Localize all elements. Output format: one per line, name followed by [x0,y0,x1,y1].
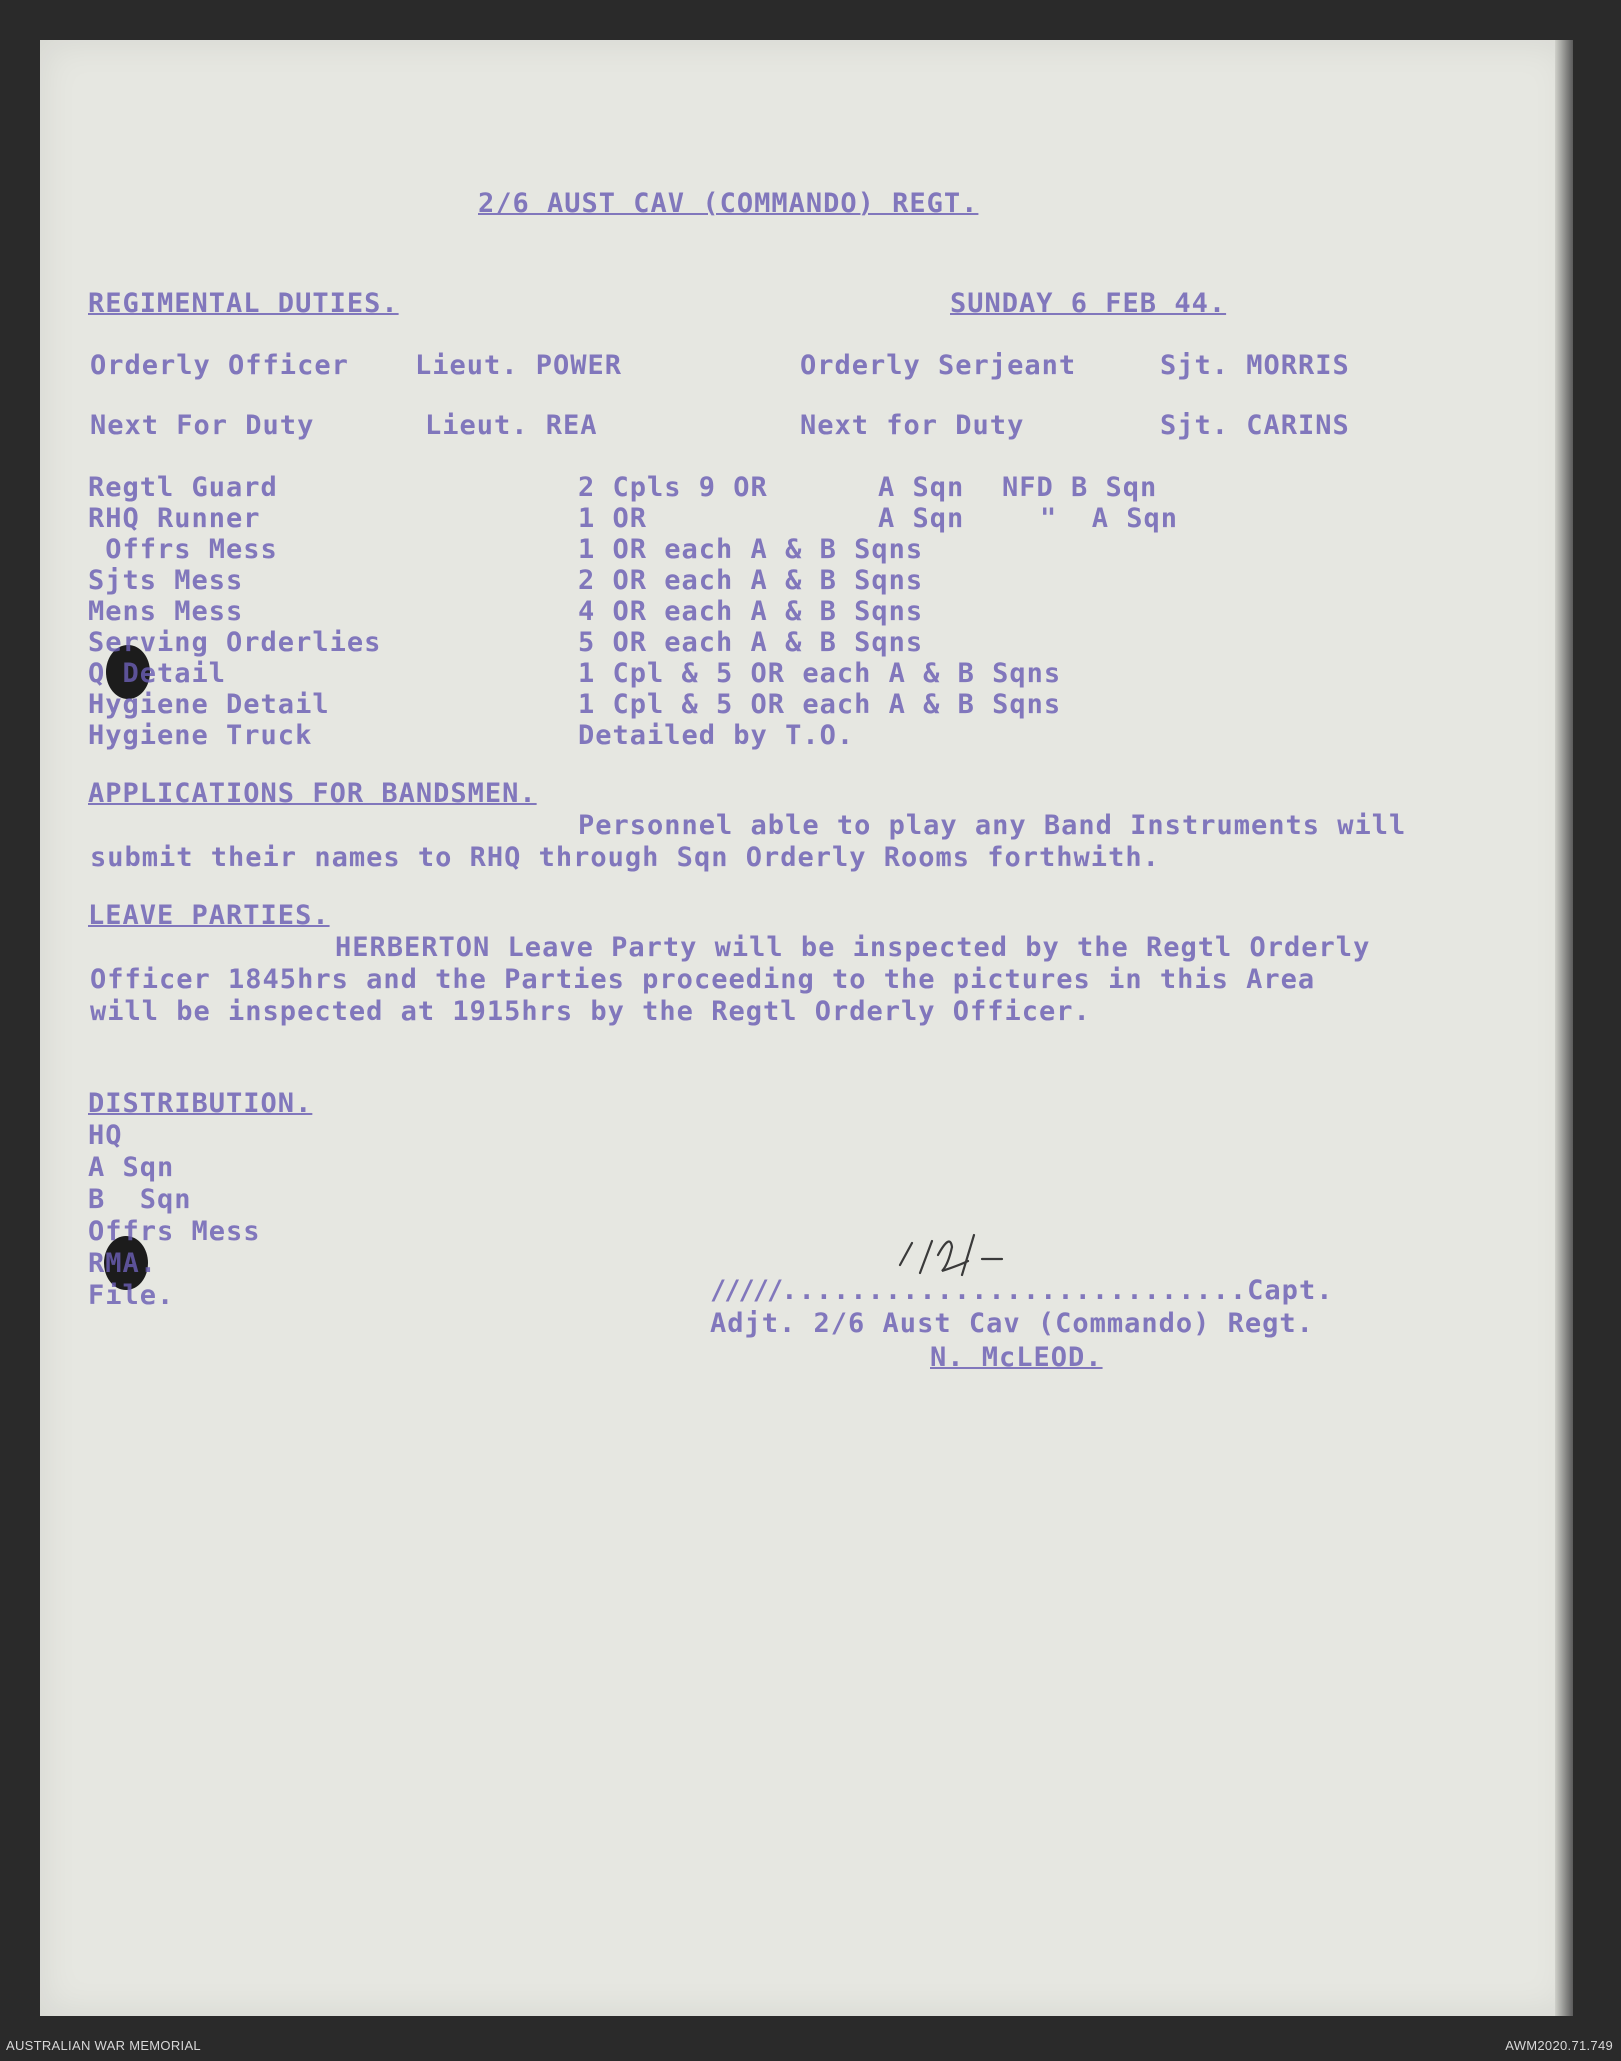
duty-next: " A Sqn [1040,503,1179,534]
bandsmen-heading: APPLICATIONS FOR BANDSMEN. [88,778,537,809]
distribution-item: A Sqn [88,1152,175,1183]
signature-line: /////...........................Capt. [710,1275,1334,1306]
next-duty-serjeant-label: Next for Duty [800,410,1025,441]
duty-name: RHQ Runner [88,503,261,534]
duty-name: Q Detail [88,658,227,689]
duty-detail: 1 OR each A & B Sqns [578,534,924,565]
signature-dots: ...........................Capt. [781,1275,1334,1306]
next-duty-serjeant-value: Sjt. CARINS [1160,410,1350,441]
duty-sqn: A Sqn [878,472,965,503]
duty-detail: 2 Cpls 9 OR [578,472,768,503]
orderly-serjeant-value: Sjt. MORRIS [1160,350,1350,381]
duty-detail: 2 OR each A & B Sqns [578,565,924,596]
duty-detail: 4 OR each A & B Sqns [578,596,924,627]
paper-sheet [40,40,1570,2016]
leave-text-line: will be inspected at 1915hrs by the Regtl Orderly Officer. [90,996,1091,1027]
duty-name: Mens Mess [88,596,244,627]
next-duty-officer-value: Lieut. REA [425,410,598,441]
next-duty-officer-label: Next For Duty [90,410,315,441]
duty-name: Hygiene Detail [88,689,330,720]
document-title: 2/6 AUST CAV (COMMANDO) REGT. [478,188,979,219]
leave-text-line: Officer 1845hrs and the Parties proceeding to the pictures in this Area [90,964,1316,995]
bandsmen-text-line: submit their names to RHQ through Sqn Orderly Rooms forthwith. [90,842,1160,873]
document-date: SUNDAY 6 FEB 44. [950,288,1227,319]
paper-edge [1555,40,1573,2016]
duty-detail: 5 OR each A & B Sqns [578,627,924,658]
orderly-officer-label: Orderly Officer [90,350,349,381]
duties-heading: REGIMENTAL DUTIES. [88,288,399,319]
duty-detail: 1 Cpl & 5 OR each A & B Sqns [578,658,1062,689]
distribution-heading: DISTRIBUTION. [88,1088,313,1119]
duty-detail: 1 Cpl & 5 OR each A & B Sqns [578,689,1062,720]
adjutant-name: N. McLEOD. [930,1342,1103,1373]
distribution-item: RMA. [88,1248,158,1279]
adjutant-line: Adjt. 2/6 Aust Cav (Commando) Regt. [710,1308,1314,1339]
orderly-serjeant-label: Orderly Serjeant [800,350,1077,381]
duty-name: Offrs Mess [88,534,278,565]
distribution-item: File. [88,1280,175,1311]
distribution-item: Offrs Mess [88,1216,261,1247]
leave-text-line: HERBERTON Leave Party will be inspected by the Regtl Orderly [335,932,1371,963]
leave-heading: LEAVE PARTIES. [88,900,330,931]
duty-sqn: A Sqn [878,503,965,534]
bandsmen-text-line: Personnel able to play any Band Instruments will [578,810,1407,841]
duty-name: Regtl Guard [88,472,278,503]
distribution-item: HQ [88,1120,123,1151]
footer-right: AWM2020.71.749 [1505,2038,1613,2053]
footer-left: AUSTRALIAN WAR MEMORIAL [6,2038,201,2053]
duty-detail: Detailed by T.O. [578,720,855,751]
distribution-item: B Sqn [88,1184,192,1215]
duty-name: Hygiene Truck [88,720,313,751]
duty-name: Sjts Mess [88,565,244,596]
duty-detail: 1 OR [578,503,648,534]
duty-next: NFD B Sqn [1002,472,1158,503]
orderly-officer-value: Lieut. POWER [415,350,623,381]
duty-name: Serving Orderlies [88,627,382,658]
